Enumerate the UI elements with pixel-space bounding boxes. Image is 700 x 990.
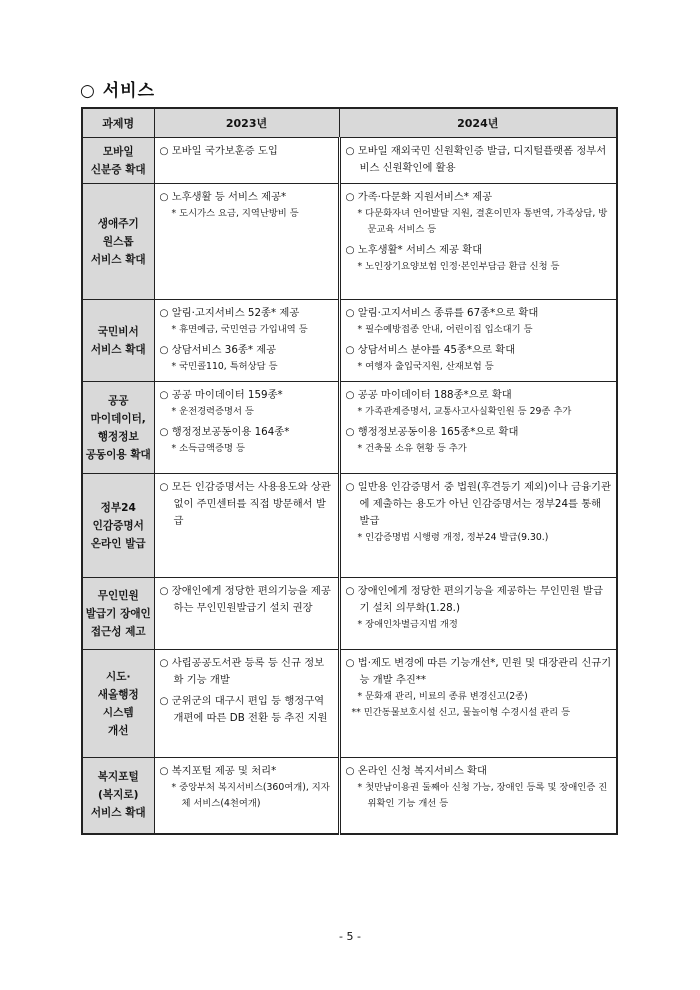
table-row xyxy=(82,474,617,578)
task-name-line: 마이데이터, xyxy=(90,412,146,425)
table-header-row xyxy=(82,108,617,138)
sub-note: * 건축물 소유 현황 등 추가 xyxy=(357,443,467,454)
task-name-cell xyxy=(82,300,154,382)
bullet-item: ○ 행정정보공동이용 165종*으로 확대 xyxy=(345,426,519,438)
bullet-item: ○ 노후생활* 서비스 제공 확대 xyxy=(345,244,483,256)
header-2023: 2023년 xyxy=(154,108,339,138)
sub-note: * 노인장기요양보험 인정·본인부담금 환급 신청 등 xyxy=(357,261,560,272)
task-name-cell xyxy=(82,184,154,300)
task-name-line: 정부24 xyxy=(100,501,136,514)
bullet-item: ○ 모든 인감증명서는 사용용도와 상관없이 주민센터를 직접 방문해서 발급 xyxy=(159,481,331,527)
table-row xyxy=(82,758,617,834)
task-name-line: 서비스 확대 xyxy=(90,807,146,820)
sub-note: * 중앙부처 복지서비스(360여개), 지자체 서비스(4천여개) xyxy=(171,782,330,809)
task-name-line: 공동이용 확대 xyxy=(85,448,151,461)
cell-2024 xyxy=(339,138,617,184)
task-name-line: 새올행정 xyxy=(97,688,139,701)
cell-2024 xyxy=(339,184,617,300)
bullet-item: ○ 모바일 국가보훈증 도입 xyxy=(159,145,278,157)
table-row xyxy=(82,382,617,474)
cell-2023 xyxy=(154,138,339,184)
task-name-line: 모바일 xyxy=(102,145,134,158)
cell-2023 xyxy=(154,578,339,650)
header-task: 과제명 xyxy=(82,108,154,138)
task-name-line: 신분증 확대 xyxy=(90,163,146,176)
service-table xyxy=(81,107,618,835)
cell-2023 xyxy=(154,382,339,474)
bullet-item: ○ 군위군의 대구시 편입 등 행정구역 개편에 따른 DB 전환 등 추진 지원 xyxy=(159,695,328,724)
bullet-item: ○ 공공 마이데이터 159종* xyxy=(159,389,283,401)
bullet-item: ○ 알림·고지서비스 종류를 67종*으로 확대 xyxy=(345,307,539,319)
cell-2023 xyxy=(154,184,339,300)
task-name-line: 국민비서 xyxy=(97,325,139,338)
task-name-line: 생애주기 xyxy=(97,217,139,230)
table-row xyxy=(82,650,617,758)
task-name-line: 무인민원 xyxy=(97,589,139,602)
bullet-item: ○ 법·제도 변경에 따른 기능개선*, 민원 및 대장관리 신규기능 개발 추진** xyxy=(345,657,612,686)
task-name-line: 온라인 발급 xyxy=(90,537,146,550)
sub-note: * 운전경력증명서 등 xyxy=(171,406,254,417)
sub-note: * 장애인차별금지법 개정 xyxy=(357,619,458,630)
section-heading: ○ 서비스 xyxy=(80,81,156,101)
bullet-item: ○ 상담서비스 분야를 45종*으로 확대 xyxy=(345,344,516,356)
bullet-item: ○ 복지포털 제공 및 처리* xyxy=(159,765,277,777)
cell-2023 xyxy=(154,650,339,758)
task-name-line: 발급기 장애인 xyxy=(85,607,151,620)
table-row xyxy=(82,578,617,650)
bullet-item: ○ 상담서비스 36종* 제공 xyxy=(159,344,277,356)
cell-2024 xyxy=(339,474,617,578)
cell-2024 xyxy=(339,300,617,382)
bullet-item: ○ 행정정보공동이용 164종* xyxy=(159,426,290,438)
bullet-item: ○ 모바일 재외국민 신원확인증 발급, 디지털플랫폼 정부서비스 신원확인에 활용 xyxy=(345,145,607,174)
sub-note: ** 민간동물보호시설 신고, 물놀이형 수경시설 관리 등 xyxy=(351,707,571,718)
sub-note: * 휴면예금, 국민연금 가입내역 등 xyxy=(171,324,308,335)
bullet-item: ○ 가족·다문화 지원서비스* 제공 xyxy=(345,191,493,203)
cell-2024 xyxy=(339,650,617,758)
task-name-cell xyxy=(82,650,154,758)
task-name-cell xyxy=(82,578,154,650)
task-name-cell xyxy=(82,382,154,474)
page-number: - 5 - xyxy=(339,930,361,943)
bullet-item: ○ 온라인 신청 복지서비스 확대 xyxy=(345,765,487,777)
sub-note: * 첫만남이용권 둘째아 신청 가능, 장애인 등록 및 장애인증 진위확인 기능 개선 등 xyxy=(357,782,608,809)
bullet-item: ○ 알림·고지서비스 52종* 제공 xyxy=(159,307,300,319)
task-name-line: 시스템 xyxy=(102,706,134,719)
sub-note: * 국민콜110, 특허상담 등 xyxy=(171,361,278,372)
bullet-item: ○ 사립공공도서관 등록 등 신규 정보화 기능 개발 xyxy=(159,657,325,686)
sub-note: * 가족관계증명서, 교통사고사실확인원 등 29종 추가 xyxy=(357,406,572,417)
cell-2024 xyxy=(339,758,617,834)
sub-note: * 소득금액증명 등 xyxy=(171,443,245,454)
sub-note: * 문화재 관리, 비료의 종류 변경신고(2종) xyxy=(357,691,528,702)
task-name-line: 공공 xyxy=(108,394,129,407)
task-name-line: 접근성 제고 xyxy=(90,625,146,638)
task-name-cell xyxy=(82,138,154,184)
sub-note: * 여행자 출입국지원, 산재보험 등 xyxy=(357,361,494,372)
table-row xyxy=(82,138,617,184)
bullet-item: ○ 장애인에게 정당한 편의기능을 제공하는 무인민원 발급기 설치 의무화(1.28.) xyxy=(345,585,603,614)
table-row xyxy=(82,300,617,382)
cell-2023 xyxy=(154,300,339,382)
task-name-line: 시도· xyxy=(106,670,131,683)
task-name-cell xyxy=(82,758,154,834)
task-name-cell xyxy=(82,474,154,578)
sub-note: * 인감증명법 시행령 개정, 정부24 발급(9.30.) xyxy=(357,532,549,543)
bullet-item: ○ 장애인에게 정당한 편의기능을 제공하는 무인민원발급기 설치 권장 xyxy=(159,585,331,614)
bullet-item: ○ 공공 마이데이터 188종*으로 확대 xyxy=(345,389,512,401)
task-name-line: (복지로) xyxy=(98,789,139,802)
cell-2024 xyxy=(339,382,617,474)
task-name-line: 서비스 확대 xyxy=(90,343,146,356)
task-name-line: 개선 xyxy=(108,724,129,737)
sub-note: * 다문화자녀 언어발달 지원, 결혼이민자 통번역, 가족상담, 방문교육 서비스 등 xyxy=(357,208,608,235)
task-name-line: 복지포털 xyxy=(97,771,139,784)
sub-note: * 필수예방접종 안내, 어린이집 입소대기 등 xyxy=(357,324,533,335)
task-name-line: 서비스 확대 xyxy=(90,253,146,266)
cell-2024 xyxy=(339,578,617,650)
task-name-line: 인감증명서 xyxy=(92,519,144,532)
task-name-line: 원스톱 xyxy=(102,235,134,248)
header-2024: 2024년 xyxy=(339,108,617,138)
cell-2023 xyxy=(154,474,339,578)
task-name-line: 행정정보 xyxy=(97,430,139,443)
bullet-item: ○ 일반용 인감증명서 중 법원(후견등기 제외)이나 금융기관에 제출하는 용도가 아닌 인감증명서는 정부24를 통해 발급 xyxy=(345,481,611,527)
cell-2023 xyxy=(154,758,339,834)
table-row xyxy=(82,184,617,300)
sub-note: * 도시가스 요금, 지역난방비 등 xyxy=(171,208,299,219)
bullet-item: ○ 노후생활 등 서비스 제공* xyxy=(159,191,287,203)
